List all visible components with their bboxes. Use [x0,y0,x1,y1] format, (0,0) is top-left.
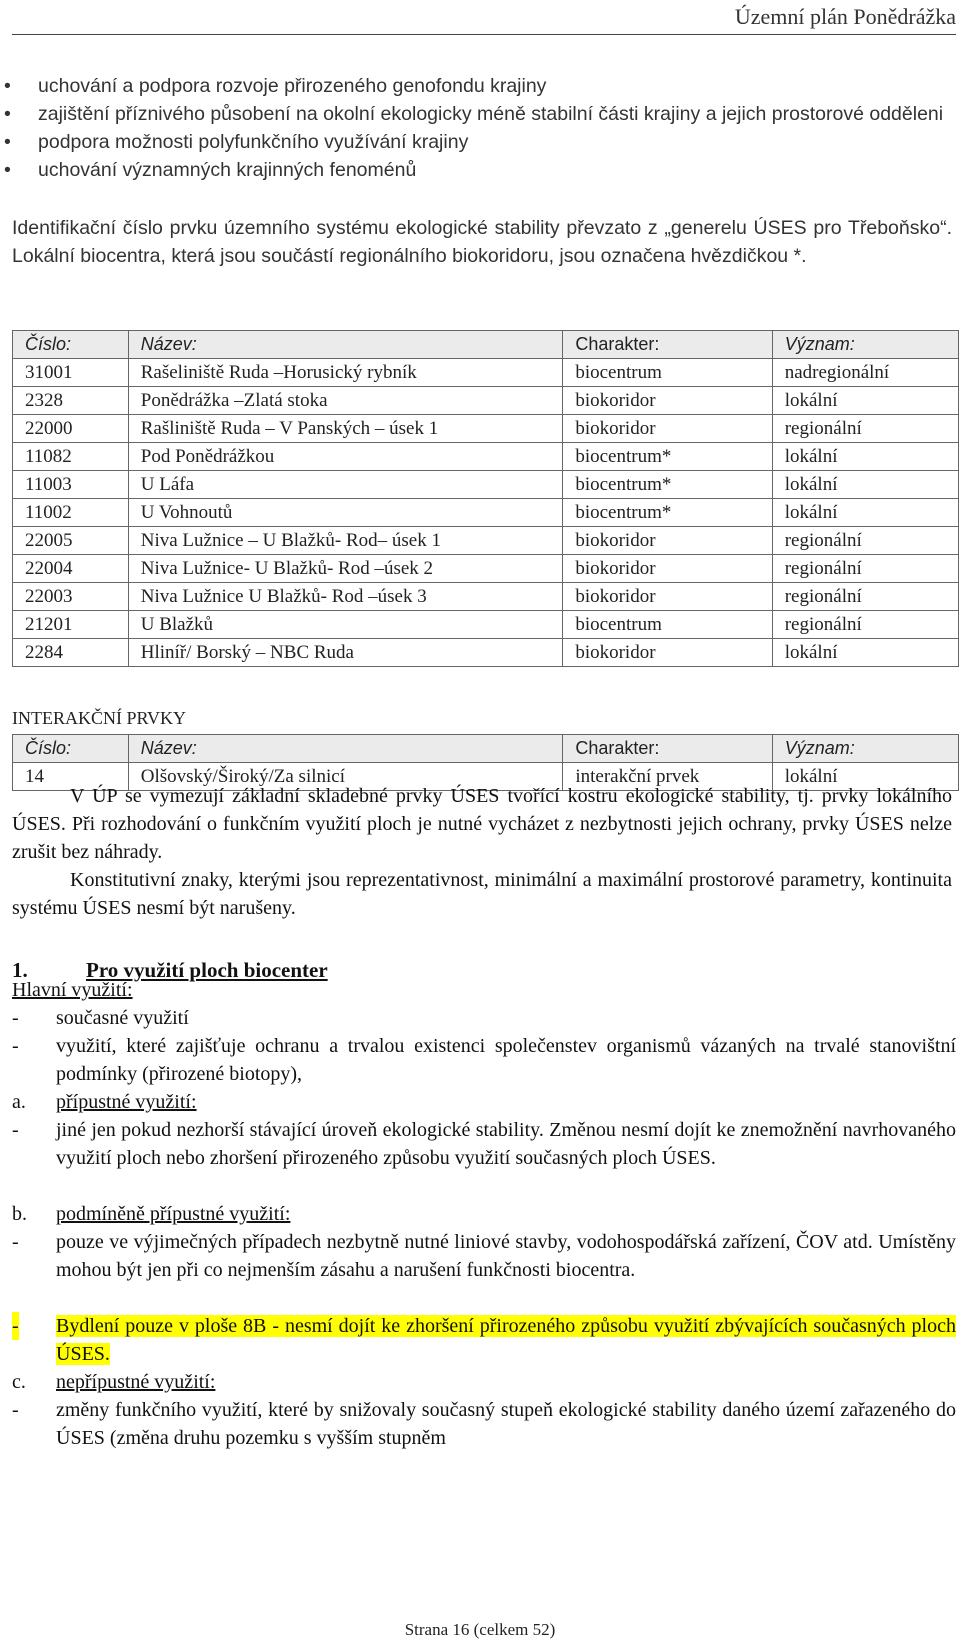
cell-vyznam: lokální [772,471,958,499]
dash-marker: - [12,1035,19,1057]
header-rule [12,34,956,35]
cell-nazev: Niva Lužnice U Blažků- Rod –úsek 3 [128,583,563,611]
forbidden-use-item [12,1396,956,1452]
section-title: Pro využití ploch biocenter [86,958,328,982]
dash-marker: - [12,1312,19,1340]
cell-nazev: Niva Lužnice- U Blažků- Rod –úsek 2 [128,555,563,583]
uses-elements-table [12,330,959,667]
table-header-row [13,331,959,359]
dash-marker: - [12,1119,19,1141]
cell-cislo: 2328 [13,387,129,415]
interact-title: INTERAKČNÍ PRVKY [12,708,187,728]
table-row [13,583,959,611]
cell-nazev: Pod Ponědrážkou [128,443,563,471]
table-row [13,499,959,527]
cell-charakter: biokoridor [563,527,772,555]
bullet-text: zajištění příznivého působení na okolní ekologicky méně stabilní části krajiny a jejich prostorové odděleni [38,103,944,125]
table-header-row [13,735,959,763]
list-marker: b. [12,1203,27,1225]
list-marker: c. [12,1371,26,1393]
cell-vyznam: regionální [772,415,958,443]
main-use-label: Hlavní využití: [12,979,133,1001]
header-cislo: Číslo: [13,331,129,359]
main-use-item [12,1004,956,1032]
cell-charakter: biokoridor [563,583,772,611]
header-vyznam: Význam: [772,735,958,763]
cell-charakter: biokoridor [563,415,772,443]
cell-vyznam: regionální [772,527,958,555]
cell-cislo: 14 [13,763,129,791]
cell-cislo: 11003 [13,471,129,499]
cell-nazev: U Blažků [128,611,563,639]
cell-vyznam: lokální [772,443,958,471]
permitted-use-label-line [12,1088,956,1116]
cell-cislo: 22000 [13,415,129,443]
cell-charakter: biokoridor [563,387,772,415]
dash-marker: - [12,1007,19,1029]
cell-nazev: Rašliniště Ruda – V Panských – úsek 1 [128,415,563,443]
cell-charakter: interakční prvek [563,763,772,791]
highlighted-text: Bydlení pouze v ploše 8B - nesmí dojít ke zhoršení přirozeného způsobu využití zbývajících současných ploch ÚSES. [56,1315,956,1365]
header-cislo: Číslo: [13,735,129,763]
cell-charakter: biokoridor [563,555,772,583]
conditional-use-label: podmíněně přípustné využití: [56,1203,291,1225]
cell-vyznam: lokální [772,639,958,667]
list-marker: a. [12,1091,26,1113]
table-row [13,443,959,471]
cell-vyznam: regionální [772,583,958,611]
section-number: 1. [12,958,28,982]
cell-charakter: biocentrum* [563,499,772,527]
main-use-label-line [12,976,956,1004]
cell-nazev: Niva Lužnice – U Blažků- Rod– úsek 1 [128,527,563,555]
item-text: využití, které zajišťuje ochranu a trvalou existenci společenstev organismů vázaných na trvalé stanovištní podmínky (přirozené biotopy), [56,1035,956,1085]
bullet-icon: • [4,131,11,153]
dash-marker: - [12,1399,19,1421]
goal-bullet-list [0,72,960,184]
cell-nazev: Rašeliniště Ruda –Horusický rybník [128,359,563,387]
cell-cislo: 22005 [13,527,129,555]
header-charakter: Charakter: [563,331,772,359]
cell-vyznam: regionální [772,555,958,583]
bullet-text: uchování a podpora rozvoje přirozeného genofondu krajiny [38,75,547,97]
cell-nazev: Olšovský/Široký/Za silnicí [128,763,563,791]
bullet-item [0,72,960,100]
page-footer: Strana 16 (celkem 52) [404,1620,556,1639]
header-nazev: Název: [128,735,563,763]
cell-vyznam: lokální [772,387,958,415]
cell-charakter: biocentrum [563,611,772,639]
permitted-use-item [12,1116,956,1172]
table-row [13,611,959,639]
bullet-item [0,156,960,184]
bullet-text: podpora možnosti polyfunkčního využívání krajiny [38,131,469,153]
cell-cislo: 11082 [13,443,129,471]
item-text: změny funkčního využití, které by snižovaly současný stupeň ekologické stability daného území zařazeného do ÚSES (změna druhu pozemku s vyšším stupněm [56,1399,956,1449]
cell-cislo: 11002 [13,499,129,527]
header-title: Územní plán Ponědrážka [734,4,956,29]
cell-charakter: biocentrum* [563,471,772,499]
cell-cislo: 31001 [13,359,129,387]
cell-vyznam: lokální [772,763,958,791]
item-text: jiné jen pokud nezhorší stávající úroveň ekologické stability. Změnou nesmí dojít ke znemožnění navrhovaného využití ploch nebo zhoršení přirozeného způsobu využití současných ploch ÚSES. [56,1119,956,1169]
main-use-item [12,1032,956,1088]
cell-cislo: 22003 [13,583,129,611]
cell-charakter: biokoridor [563,639,772,667]
bullet-item [0,128,960,156]
conditional-use-item [12,1228,956,1284]
cell-charakter: biocentrum [563,359,772,387]
bullet-icon: • [4,159,11,181]
item-text: současné využití [56,1007,189,1029]
table-row [13,359,959,387]
cell-nazev: Ponědrážka –Zlatá stoka [128,387,563,415]
bullet-icon: • [4,103,11,125]
bullet-text: uchování významných krajinných fenoménů [38,159,417,181]
table-row [13,387,959,415]
table-row [13,415,959,443]
intro-paragraph: Identifikační číslo prvku územního systému ekologické stability převzato z „generelu ÚSES pro Třeboňsko“. Lokální biocentra, která jsou součástí regionálního biokoridoru, jsou označena hvězdičkou *. [12,217,952,267]
cell-nazev: Hliníř/ Borský – NBC Ruda [128,639,563,667]
cell-vyznam: nadregionální [772,359,958,387]
header-vyznam: Význam: [772,331,958,359]
table-row [13,555,959,583]
dash-marker: - [12,1231,19,1253]
page-header [0,0,960,40]
paragraph-uses-skeleton: V ÚP se vymezují základní skladebné prvky ÚSES tvořící kostru ekologické stability, tj. prvky lokálního ÚSES. Při rozhodování o funkčním využití ploch je nutné vycházet z nezbytnosti jejich ochrany, prvky ÚSES nelze zrušit bez náhrady. [12,785,952,863]
forbidden-use-label: nepřípustné využití: [56,1371,216,1393]
cell-vyznam: regionální [772,611,958,639]
permitted-use-label: přípustné využití: [56,1091,197,1113]
cell-cislo: 21201 [13,611,129,639]
item-text: pouze ve výjimečných případech nezbytně nutné liniové stavby, vodohospodářská zařízení, ČOV atd. Umístěny mohou být jen při co nejmenším zásahu a narušení funkčnosti biocentra. [56,1231,956,1281]
conditional-use-label-line [12,1200,956,1228]
header-nazev: Název: [128,331,563,359]
bullet-icon: • [4,75,11,97]
header-charakter: Charakter: [563,735,772,763]
cell-nazev: U Láfa [128,471,563,499]
forbidden-use-label-line [12,1368,956,1396]
table-row [13,527,959,555]
cell-cislo: 22004 [13,555,129,583]
table-row [13,639,959,667]
cell-cislo: 2284 [13,639,129,667]
bullet-item [0,100,960,128]
cell-vyznam: lokální [772,499,958,527]
table-row [13,471,959,499]
cell-nazev: U Vohnoutů [128,499,563,527]
cell-charakter: biocentrum* [563,443,772,471]
paragraph-constitutive: Konstitutivní znaky, kterými jsou reprezentativnost, minimální a maximální prostorové parametry, kontinuita systému ÚSES nesmí být narušeny. [12,869,952,919]
conditional-use-item-highlighted [12,1312,956,1368]
